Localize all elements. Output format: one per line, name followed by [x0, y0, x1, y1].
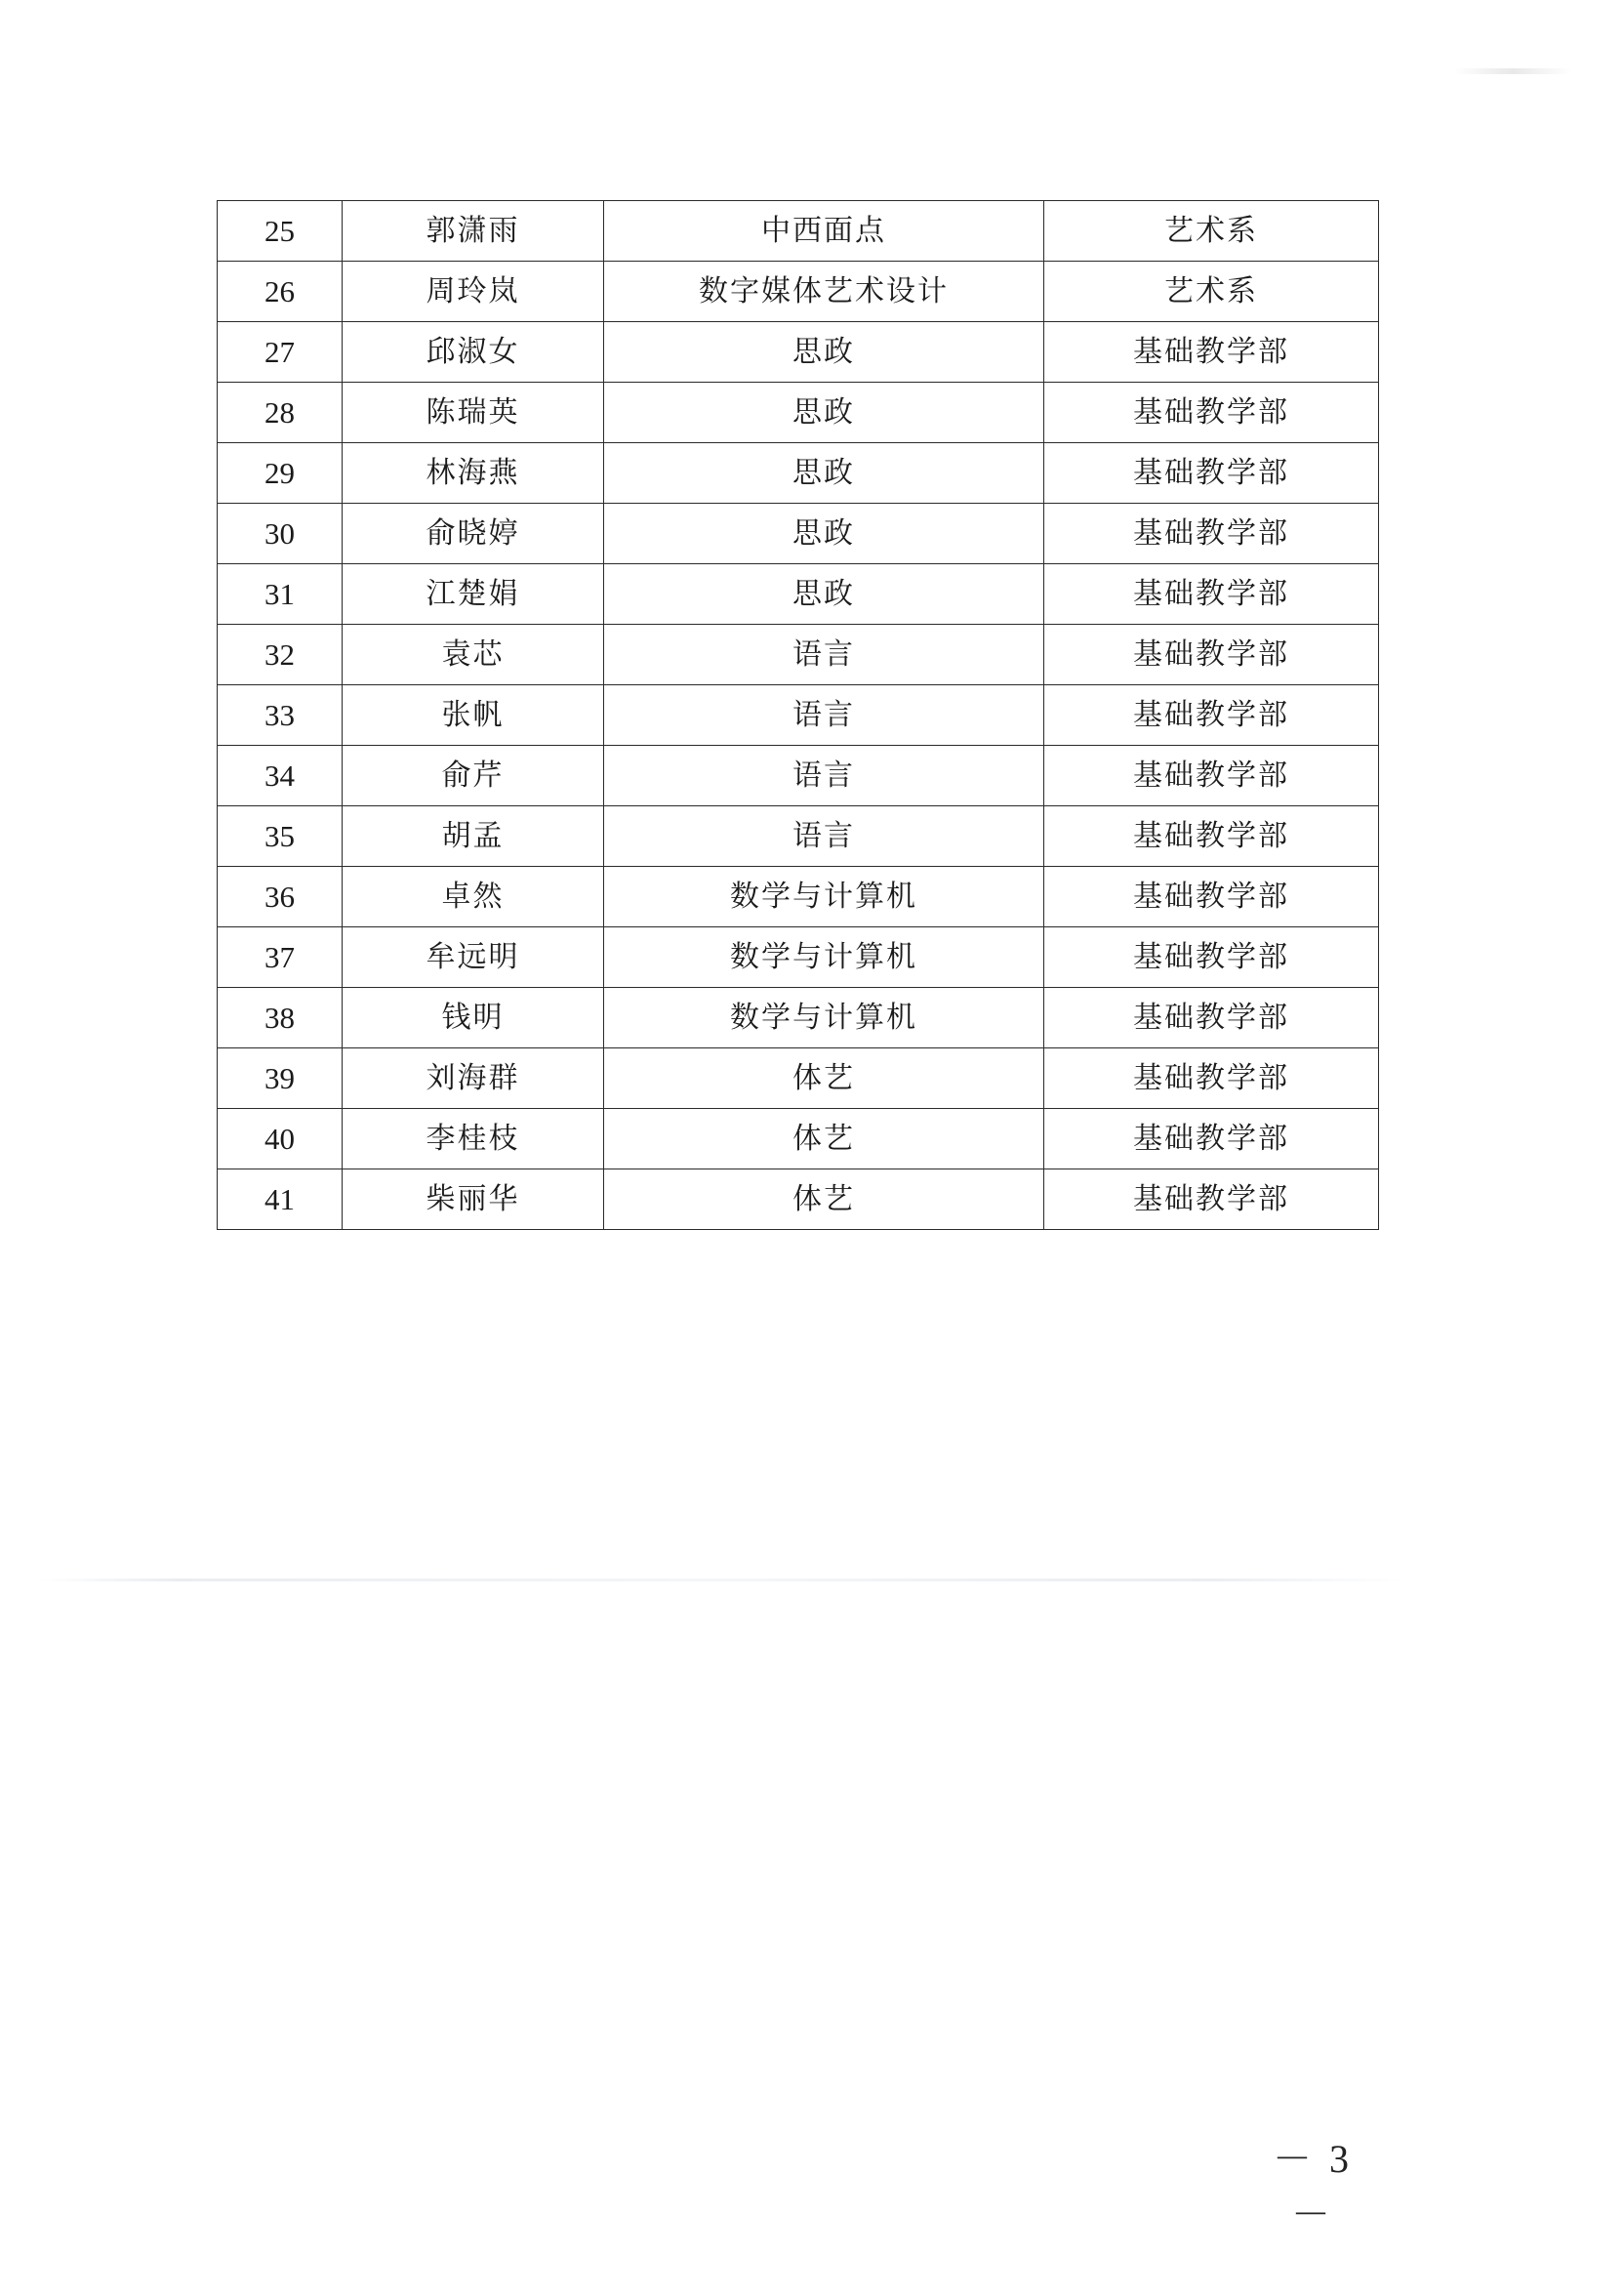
major: 语言: [604, 685, 1044, 746]
teacher-name: 钱明: [343, 988, 604, 1048]
department: 基础教学部: [1044, 1109, 1379, 1169]
scan-artifact: [1454, 68, 1571, 74]
teacher-name: 周玲岚: [343, 262, 604, 322]
table-row: [218, 1169, 1379, 1230]
teacher-name: 林海燕: [343, 443, 604, 504]
teacher-name: 俞芹: [343, 746, 604, 806]
department: 基础教学部: [1044, 625, 1379, 685]
major: 体艺: [604, 1048, 1044, 1109]
table-row: [218, 443, 1379, 504]
row-number: 39: [218, 1048, 343, 1109]
major: 中西面点: [604, 201, 1044, 262]
department: 基础教学部: [1044, 867, 1379, 927]
department: 基础教学部: [1044, 685, 1379, 746]
row-number: 30: [218, 504, 343, 564]
table-row: [218, 564, 1379, 625]
major: 思政: [604, 504, 1044, 564]
major: 数学与计算机: [604, 927, 1044, 988]
table-row: [218, 685, 1379, 746]
teacher-name: 陈瑞英: [343, 383, 604, 443]
page-number: － 3 －: [1273, 2137, 1353, 2236]
department: 基础教学部: [1044, 1048, 1379, 1109]
row-number: 40: [218, 1109, 343, 1169]
roster-table-body: [218, 201, 1379, 1230]
table-row: [218, 867, 1379, 927]
table-row: [218, 988, 1379, 1048]
row-number: 35: [218, 806, 343, 867]
major: 思政: [604, 383, 1044, 443]
major: 语言: [604, 625, 1044, 685]
department: 基础教学部: [1044, 988, 1379, 1048]
row-number: 37: [218, 927, 343, 988]
roster-table: [217, 200, 1379, 1230]
row-number: 34: [218, 746, 343, 806]
department: 基础教学部: [1044, 746, 1379, 806]
table-row: [218, 383, 1379, 443]
row-number: 28: [218, 383, 343, 443]
major: 思政: [604, 443, 1044, 504]
major: 语言: [604, 806, 1044, 867]
teacher-name: 郭潇雨: [343, 201, 604, 262]
row-number: 27: [218, 322, 343, 383]
row-number: 41: [218, 1169, 343, 1230]
teacher-name: 胡孟: [343, 806, 604, 867]
row-number: 26: [218, 262, 343, 322]
table-row: [218, 322, 1379, 383]
row-number: 33: [218, 685, 343, 746]
teacher-name: 刘海群: [343, 1048, 604, 1109]
teacher-name: 张帆: [343, 685, 604, 746]
major: 数字媒体艺术设计: [604, 262, 1044, 322]
major: 体艺: [604, 1109, 1044, 1169]
teacher-name: 邱淑女: [343, 322, 604, 383]
row-number: 31: [218, 564, 343, 625]
row-number: 32: [218, 625, 343, 685]
department: 基础教学部: [1044, 322, 1379, 383]
table-row: [218, 201, 1379, 262]
department: 基础教学部: [1044, 383, 1379, 443]
table-row: [218, 262, 1379, 322]
row-number: 29: [218, 443, 343, 504]
major: 数学与计算机: [604, 867, 1044, 927]
major: 数学与计算机: [604, 988, 1044, 1048]
teacher-name: 牟远明: [343, 927, 604, 988]
department: 基础教学部: [1044, 927, 1379, 988]
teacher-name: 卓然: [343, 867, 604, 927]
department: 艺术系: [1044, 262, 1379, 322]
major: 体艺: [604, 1169, 1044, 1230]
major: 语言: [604, 746, 1044, 806]
teacher-name: 江楚娟: [343, 564, 604, 625]
major: 思政: [604, 322, 1044, 383]
table-row: [218, 746, 1379, 806]
table-row: [218, 504, 1379, 564]
table-row: [218, 1109, 1379, 1169]
teacher-name: 俞晓婷: [343, 504, 604, 564]
table-row: [218, 625, 1379, 685]
row-number: 36: [218, 867, 343, 927]
scan-artifact-line: [39, 1578, 1405, 1581]
department: 基础教学部: [1044, 504, 1379, 564]
row-number: 38: [218, 988, 343, 1048]
major: 思政: [604, 564, 1044, 625]
row-number: 25: [218, 201, 343, 262]
table-row: [218, 806, 1379, 867]
department: 基础教学部: [1044, 1169, 1379, 1230]
department: 艺术系: [1044, 201, 1379, 262]
table-row: [218, 1048, 1379, 1109]
department: 基础教学部: [1044, 443, 1379, 504]
department: 基础教学部: [1044, 806, 1379, 867]
table-row: [218, 927, 1379, 988]
teacher-name: 袁芯: [343, 625, 604, 685]
teacher-name: 柴丽华: [343, 1169, 604, 1230]
teacher-name: 李桂枝: [343, 1109, 604, 1169]
department: 基础教学部: [1044, 564, 1379, 625]
